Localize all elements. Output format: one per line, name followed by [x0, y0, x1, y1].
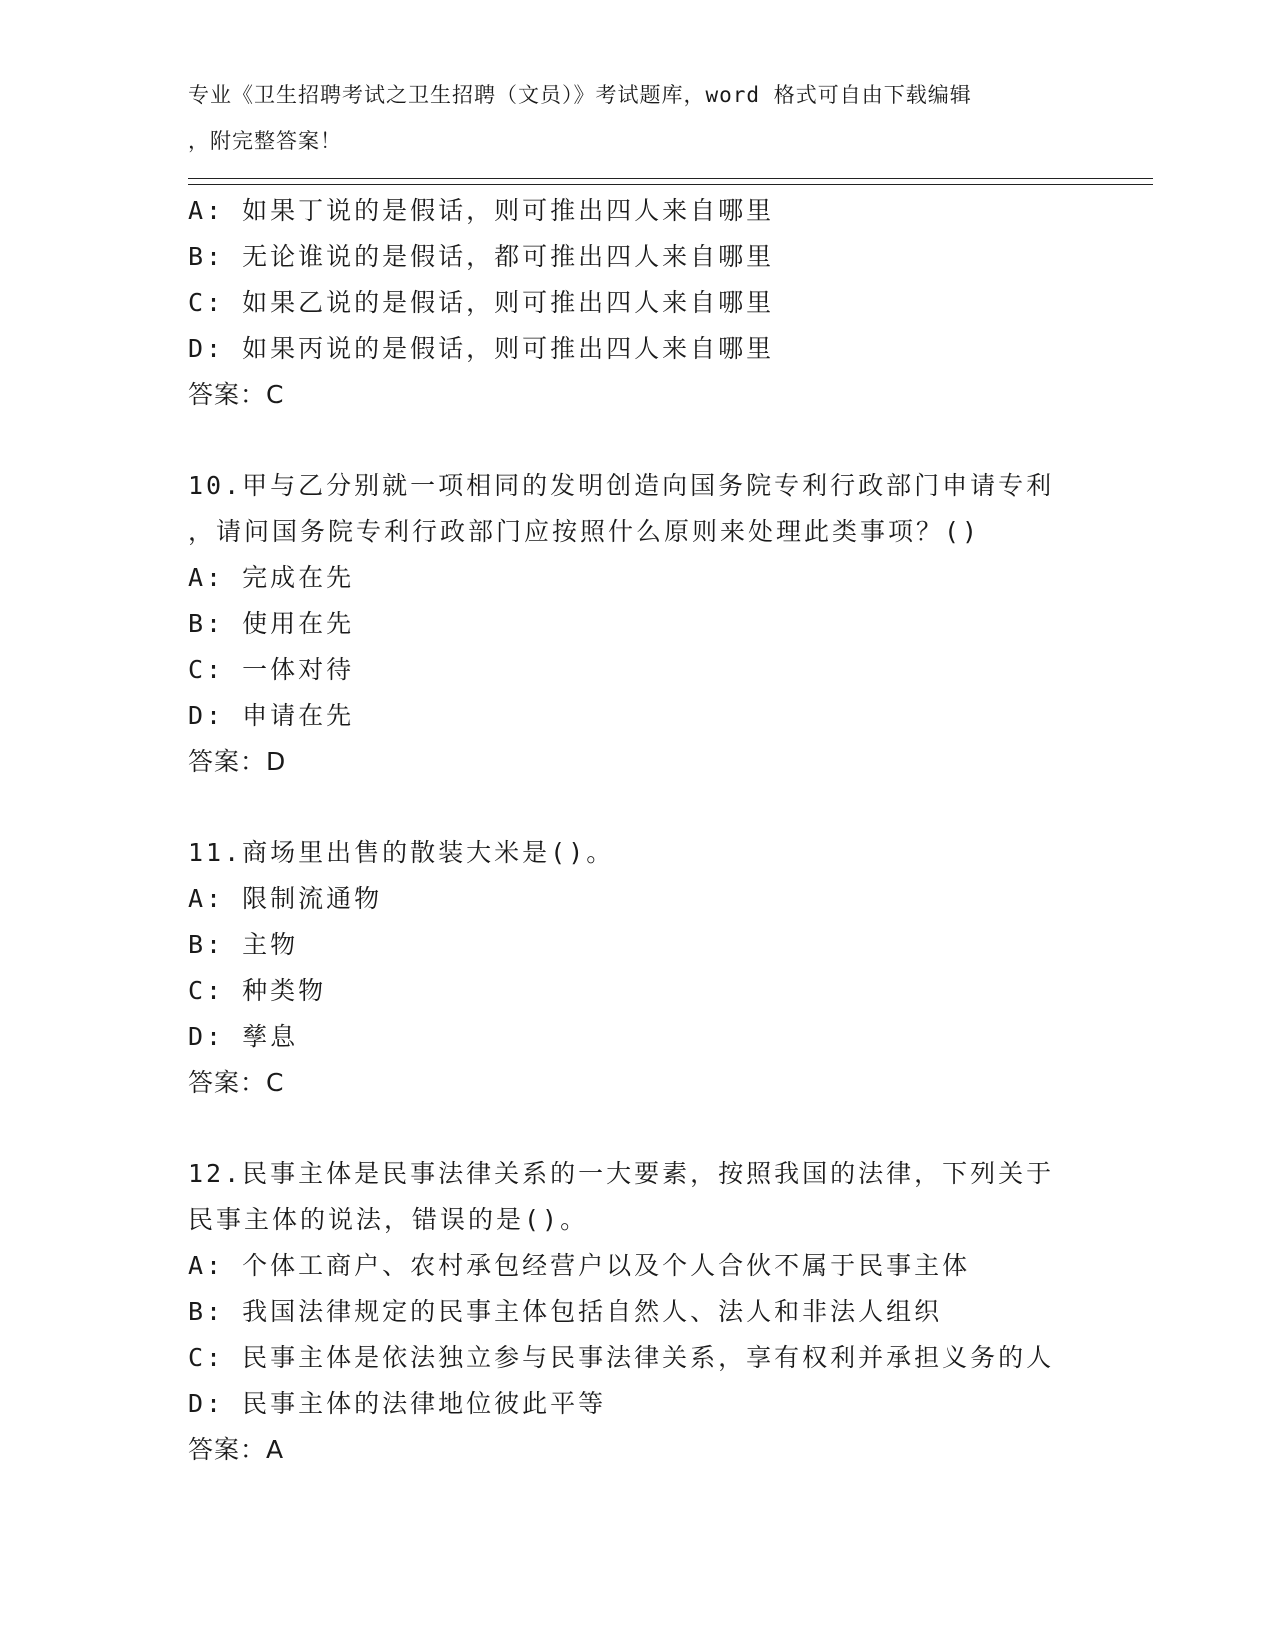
option-d: D: 如果丙说的是假话，则可推出四人来自哪里: [188, 334, 775, 363]
question-11: [188, 830, 1138, 1106]
answer-label: 答案：A: [188, 1435, 285, 1464]
header-divider-top: [188, 178, 1153, 179]
option-d: D: 申请在先: [188, 701, 355, 730]
question-10: [188, 463, 1138, 785]
header-line-2: ，附完整答案！: [188, 129, 342, 153]
option-c: C: 如果乙说的是假话，则可推出四人来自哪里: [188, 288, 775, 317]
header-divider-bottom: [188, 184, 1153, 185]
option-b: B: 主物: [188, 930, 299, 959]
answer-label: 答案：C: [188, 1068, 285, 1097]
spacer: [188, 1106, 1138, 1151]
document-header: [188, 72, 1088, 164]
question-stem-line-1: 12.民事主体是民事法律关系的一大要素，按照我国的法律，下列关于: [188, 1159, 1055, 1188]
spacer: [188, 418, 1138, 463]
question-9-partial: [188, 188, 1138, 418]
option-a: A: 限制流通物: [188, 884, 383, 913]
option-a: A: 个体工商户、农村承包经营户以及个人合伙不属于民事主体: [188, 1251, 971, 1280]
option-a: A: 完成在先: [188, 563, 355, 592]
option-b: B: 无论谁说的是假话，都可推出四人来自哪里: [188, 242, 775, 271]
answer-label: 答案：C: [188, 380, 285, 409]
option-b: B: 使用在先: [188, 609, 355, 638]
spacer: [188, 785, 1138, 830]
question-stem-line-2: 民事主体的说法，错误的是()。: [188, 1205, 589, 1234]
option-c: C: 民事主体是依法独立参与民事法律关系，享有权利并承担义务的人: [188, 1343, 1055, 1372]
option-d: D: 民事主体的法律地位彼此平等: [188, 1389, 607, 1418]
question-stem-line-2: ，请问国务院专利行政部门应按照什么原则来处理此类事项？(): [188, 517, 981, 546]
question-stem-line-1: 11.商场里出售的散装大米是()。: [188, 838, 615, 867]
option-c: C: 一体对待: [188, 655, 355, 684]
question-stem-line-1: 10.甲与乙分别就一项相同的发明创造向国务院专利行政部门申请专利: [188, 471, 1055, 500]
option-a: A: 如果丁说的是假话，则可推出四人来自哪里: [188, 196, 775, 225]
header-line-1: 专业《卫生招聘考试之卫生招聘（文员）》考试题库，word 格式可自由下载编辑: [188, 83, 972, 107]
option-c: C: 种类物: [188, 976, 327, 1005]
option-d: D: 孳息: [188, 1022, 299, 1051]
question-list: [188, 188, 1138, 1473]
answer-label: 答案：D: [188, 747, 287, 776]
option-b: B: 我国法律规定的民事主体包括自然人、法人和非法人组织: [188, 1297, 943, 1326]
question-12: [188, 1151, 1138, 1473]
